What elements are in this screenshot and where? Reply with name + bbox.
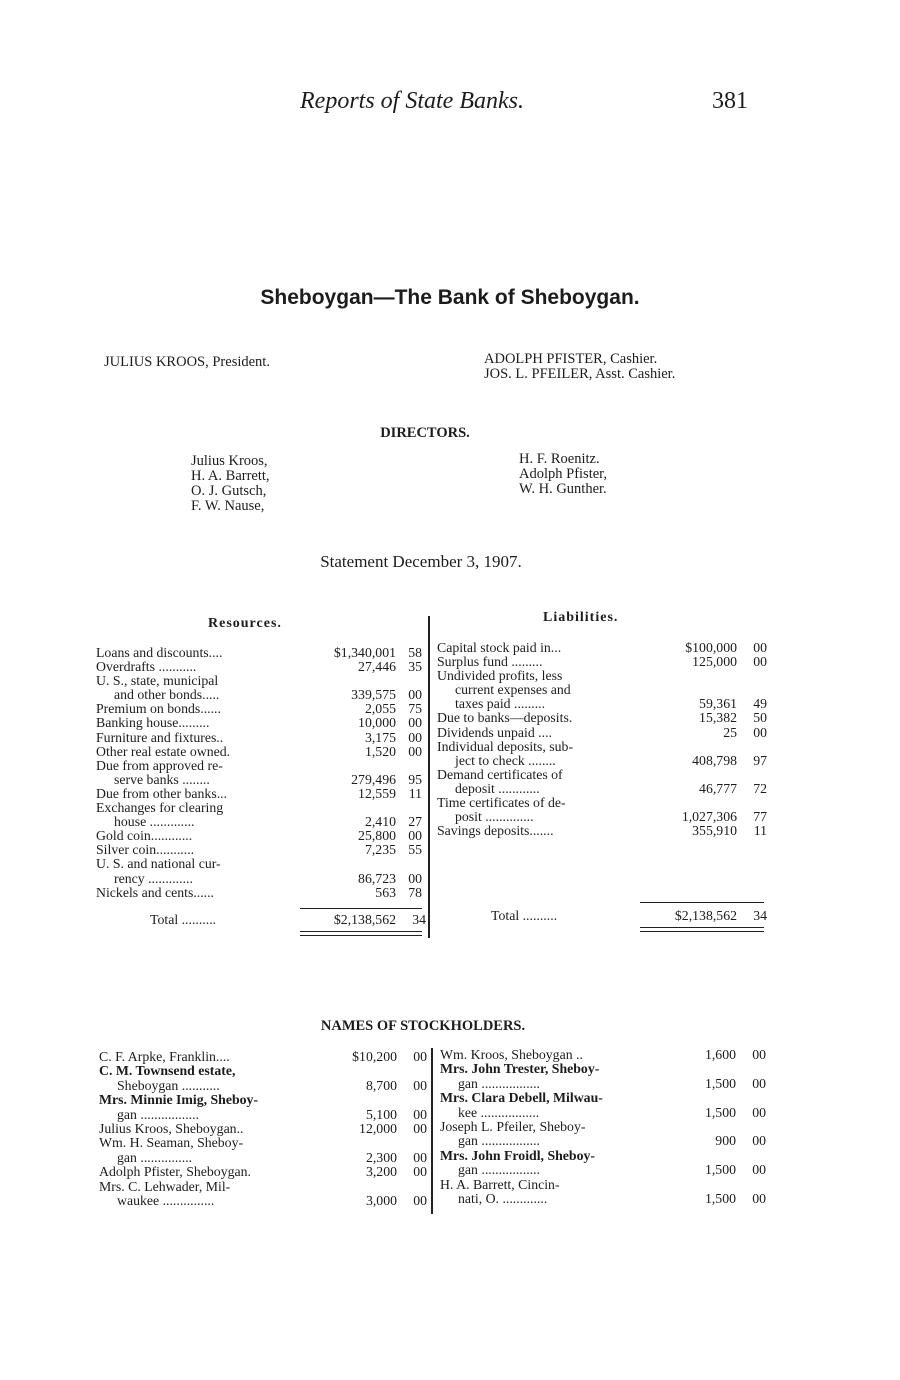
- row-label: Capital stock paid in...: [437, 640, 562, 655]
- director-name: H. F. Roenitz.: [519, 451, 600, 467]
- table-row: [440, 1048, 766, 1062]
- row-amount: 12,559: [358, 785, 396, 801]
- row-amount: 2,410: [364, 814, 396, 830]
- total-cents: 34: [753, 908, 767, 923]
- row-cents: 00: [408, 870, 422, 886]
- table-row: [96, 731, 426, 745]
- row-amount: 900: [715, 1133, 736, 1149]
- row-amount: 1,500: [704, 1104, 736, 1120]
- table-row: [96, 843, 426, 857]
- table-row: [440, 1178, 766, 1192]
- table-row: [437, 655, 767, 669]
- row-cents: 00: [752, 1190, 766, 1206]
- row-label: Savings deposits.......: [437, 823, 554, 839]
- row-amount: 1,500: [704, 1190, 736, 1206]
- row-label: C. F. Arpke, Franklin....: [99, 1049, 230, 1064]
- row-label: Furniture and fixtures..: [96, 729, 224, 745]
- row-amount: 1,520: [364, 743, 396, 759]
- table-row: [96, 886, 426, 900]
- row-amount: 25: [723, 724, 737, 740]
- row-cents: 00: [413, 1164, 427, 1180]
- row-amount: $1,340,001: [333, 645, 396, 660]
- row-cents: 00: [413, 1106, 427, 1122]
- row-label: deposit ............: [455, 780, 540, 796]
- table-row: [437, 782, 767, 796]
- row-cents: 00: [752, 1047, 766, 1062]
- liabilities-double-rule: [640, 931, 764, 932]
- row-label: Banking house.........: [96, 715, 210, 731]
- resources-sum-rule: [300, 908, 422, 909]
- table-row: [99, 1079, 427, 1093]
- table-row: [96, 872, 426, 886]
- row-cents: 00: [753, 724, 767, 740]
- row-cents: 00: [753, 640, 767, 655]
- director-name: O. J. Gutsch,: [191, 483, 267, 499]
- row-label: Adolph Pfister, Sheboygan.: [99, 1164, 251, 1180]
- row-label: U. S., state, municipal: [96, 673, 219, 689]
- row-amount: 1,500: [704, 1075, 736, 1091]
- table-row: [96, 857, 426, 871]
- row-cents: 00: [413, 1049, 427, 1064]
- row-amount: 1,027,306: [681, 809, 737, 825]
- row-amount: 25,800: [358, 828, 396, 844]
- row-amount: 27,446: [358, 659, 396, 675]
- table-row: [437, 740, 767, 754]
- table-row: [99, 1122, 427, 1136]
- table-row: [437, 824, 767, 838]
- row-label: Gold coin............: [96, 828, 193, 844]
- table-row: [96, 815, 426, 829]
- row-label: Premium on bonds......: [96, 701, 221, 717]
- row-cents: 35: [408, 659, 422, 675]
- row-label: Other real estate owned.: [96, 743, 231, 759]
- row-amount: 2,055: [364, 701, 396, 717]
- row-label: posit ..............: [455, 809, 534, 825]
- row-cents: 97: [753, 752, 767, 768]
- table-row: [440, 1149, 766, 1163]
- row-cents: 00: [408, 687, 422, 703]
- row-amount: 7,235: [364, 842, 396, 858]
- table-row: [96, 646, 426, 660]
- liabilities-total-row: [437, 909, 767, 923]
- table-row: [96, 829, 426, 843]
- directors-heading: DIRECTORS.: [380, 425, 470, 441]
- table-row: [440, 1062, 766, 1076]
- row-label: Individual deposits, sub-: [437, 738, 574, 754]
- cashier: ADOLPH PFISTER, Cashier.: [484, 351, 658, 367]
- row-label: taxes paid .........: [455, 696, 546, 712]
- table-row: [437, 796, 767, 810]
- page-number: 381: [712, 88, 748, 114]
- row-cents: 00: [408, 729, 422, 745]
- table-row: [437, 641, 767, 655]
- table-row: [96, 660, 426, 674]
- row-cents: 00: [408, 743, 422, 759]
- table-row: [99, 1064, 427, 1078]
- row-cents: 49: [753, 696, 767, 712]
- row-label: gan .................: [458, 1133, 541, 1149]
- row-cents: 00: [413, 1149, 427, 1165]
- liabilities-heading: Liabilities.: [543, 610, 619, 625]
- row-cents: 55: [408, 842, 422, 858]
- resources-double-rule: [300, 931, 422, 932]
- cashiers: [484, 352, 675, 382]
- row-cents: 11: [753, 823, 767, 839]
- row-label: Wm. Kroos, Sheboygan ..: [440, 1047, 583, 1062]
- row-label: Exchanges for clearing: [96, 800, 224, 816]
- table-row: [96, 688, 426, 702]
- table-row: [96, 773, 426, 787]
- row-label: Mrs. C. Lehwader, Mil-: [99, 1178, 231, 1194]
- resources-double-rule: [300, 935, 422, 936]
- row-amount: 3,175: [364, 729, 396, 745]
- row-cents: 78: [408, 884, 422, 900]
- row-amount: 339,575: [351, 687, 396, 703]
- table-row: [99, 1136, 427, 1150]
- row-label: Loans and discounts....: [96, 645, 223, 660]
- table-row: [440, 1106, 766, 1120]
- director-name: W. H. Gunther.: [519, 481, 607, 497]
- row-amount: 59,361: [699, 696, 737, 712]
- table-row: [440, 1163, 766, 1177]
- row-label: ject to check ........: [455, 752, 556, 768]
- table-row: [96, 716, 426, 730]
- table-row: [437, 810, 767, 824]
- row-label: current expenses and: [455, 682, 571, 698]
- director-name: Adolph Pfister,: [519, 466, 608, 482]
- total-label: Total ..........: [491, 908, 558, 923]
- director-name: F. W. Nause,: [191, 498, 265, 514]
- row-cents: 00: [413, 1120, 427, 1136]
- row-amount: $100,000: [685, 640, 737, 655]
- row-label: Dividends unpaid ....: [437, 724, 552, 740]
- row-label: Silver coin...........: [96, 842, 195, 858]
- row-cents: 00: [408, 715, 422, 731]
- director-name: Julius Kroos,: [191, 453, 268, 469]
- stockholders-divider: [431, 1048, 433, 1214]
- row-label: Surplus fund .........: [437, 654, 543, 670]
- row-cents: 00: [752, 1133, 766, 1149]
- total-label: Total ..........: [150, 912, 217, 927]
- liabilities-double-rule: [640, 927, 764, 928]
- total-cents: 34: [412, 912, 426, 927]
- row-amount: 15,382: [699, 710, 737, 726]
- row-cents: 72: [753, 780, 767, 796]
- row-label: Due to banks—deposits.: [437, 710, 573, 726]
- row-label: Mrs. John Froidl, Sheboy-: [440, 1147, 595, 1163]
- table-row: [99, 1165, 427, 1179]
- row-amount: 8,700: [365, 1077, 397, 1093]
- row-label: Joseph L. Pfeiler, Sheboy-: [440, 1118, 586, 1134]
- resources-total-row: [96, 913, 426, 927]
- row-amount: 5,100: [365, 1106, 397, 1122]
- director-name: H. A. Barrett,: [191, 468, 270, 484]
- row-cents: 00: [752, 1075, 766, 1091]
- row-label: Due from other banks...: [96, 785, 228, 801]
- table-row: [99, 1108, 427, 1122]
- statement-date: Statement December 3, 1907.: [320, 552, 522, 571]
- table-row: [437, 683, 767, 697]
- row-cents: 00: [413, 1077, 427, 1093]
- president: JULIUS KROOS, President.: [104, 354, 270, 370]
- table-row: [437, 754, 767, 768]
- total-amount: $2,138,562: [333, 912, 396, 927]
- row-amount: 355,910: [692, 823, 737, 839]
- resources-heading: Resources.: [208, 616, 282, 631]
- row-amount: 279,496: [351, 771, 396, 787]
- table-row: [437, 669, 767, 683]
- asst-cashier: JOS. L. PFEILER, Asst. Cashier.: [484, 366, 676, 382]
- row-label: Mrs. Minnie Imig, Sheboy-: [99, 1092, 259, 1108]
- row-amount: 563: [375, 884, 396, 900]
- row-label: Wm. H. Seaman, Sheboy-: [99, 1135, 244, 1151]
- row-label: U. S. and national cur-: [96, 856, 221, 872]
- table-row: [99, 1151, 427, 1165]
- table-row: [96, 801, 426, 815]
- table-row: [440, 1091, 766, 1105]
- row-cents: 00: [753, 654, 767, 670]
- row-label: waukee ...............: [117, 1192, 215, 1208]
- row-cents: 77: [753, 809, 767, 825]
- row-label: serve banks ........: [114, 771, 210, 787]
- row-label: Undivided profits, less: [437, 668, 563, 684]
- row-label: kee .................: [458, 1104, 540, 1120]
- row-amount: 86,723: [358, 870, 396, 886]
- running-header-title: Reports of State Banks.: [300, 88, 524, 114]
- row-cents: 00: [408, 828, 422, 844]
- table-row: [99, 1050, 427, 1064]
- table-row: [96, 702, 426, 716]
- row-label: rency .............: [114, 870, 193, 886]
- row-label: Time certificates of de-: [437, 795, 566, 811]
- table-row: [99, 1194, 427, 1208]
- row-cents: 11: [408, 785, 422, 801]
- table-row: [440, 1120, 766, 1134]
- row-label: and other bonds.....: [114, 687, 220, 703]
- row-amount: $10,200: [352, 1049, 397, 1064]
- stockholders-right: [440, 1048, 766, 1206]
- row-amount: 408,798: [692, 752, 737, 768]
- table-row: [437, 768, 767, 782]
- row-label: Nickels and cents......: [96, 884, 215, 900]
- table-row: [437, 726, 767, 740]
- bank-title: Sheboygan—The Bank of Sheboygan.: [260, 286, 640, 309]
- liabilities-table: [437, 641, 767, 838]
- table-row: [99, 1180, 427, 1194]
- row-label: Julius Kroos, Sheboygan..: [99, 1120, 244, 1136]
- table-row: [437, 711, 767, 725]
- table-row: [437, 697, 767, 711]
- row-amount: 12,000: [359, 1120, 397, 1136]
- row-amount: 1,500: [704, 1162, 736, 1178]
- table-row: [96, 759, 426, 773]
- table-row: [96, 745, 426, 759]
- row-amount: 3,000: [365, 1192, 397, 1208]
- table-row: [96, 674, 426, 688]
- table-row: [440, 1134, 766, 1148]
- row-label: Sheboygan ...........: [117, 1077, 220, 1093]
- liabilities-sum-rule: [640, 902, 764, 903]
- row-label: gan .................: [458, 1162, 541, 1178]
- row-cents: 50: [753, 710, 767, 726]
- row-label: gan .................: [117, 1106, 200, 1122]
- row-cents: 95: [408, 771, 422, 787]
- row-label: gan ...............: [117, 1149, 193, 1165]
- column-divider: [428, 616, 430, 938]
- table-row: [440, 1077, 766, 1091]
- resources-table: [96, 646, 426, 900]
- row-label: H. A. Barrett, Cincin-: [440, 1176, 560, 1192]
- directors-left: [191, 454, 270, 514]
- stockholders-heading: NAMES OF STOCKHOLDERS.: [320, 1018, 526, 1034]
- row-label: gan .................: [458, 1075, 541, 1091]
- table-row: [96, 787, 426, 801]
- directors-right: [519, 452, 607, 497]
- row-cents: 00: [413, 1192, 427, 1208]
- row-label: Mrs. John Trester, Sheboy-: [440, 1061, 600, 1077]
- row-cents: 75: [408, 701, 422, 717]
- row-label: nati, O. .............: [458, 1190, 548, 1206]
- row-amount: 1,600: [704, 1047, 736, 1062]
- row-cents: 27: [408, 814, 422, 830]
- row-label: Due from approved re-: [96, 757, 223, 773]
- row-label: house .............: [114, 814, 195, 830]
- row-label: Mrs. Clara Debell, Milwau-: [440, 1090, 603, 1106]
- row-cents: 58: [408, 645, 422, 660]
- table-row: [99, 1093, 427, 1107]
- row-amount: 3,200: [365, 1164, 397, 1180]
- row-label: C. M. Townsend estate,: [99, 1063, 236, 1079]
- row-amount: 10,000: [358, 715, 396, 731]
- row-label: Overdrafts ...........: [96, 659, 197, 675]
- row-amount: 46,777: [699, 780, 737, 796]
- table-row: [440, 1192, 766, 1206]
- row-label: Demand certificates of: [437, 766, 563, 782]
- row-amount: 2,300: [365, 1149, 397, 1165]
- row-amount: 125,000: [692, 654, 737, 670]
- row-cents: 00: [752, 1162, 766, 1178]
- stockholders-left: [99, 1050, 427, 1208]
- row-cents: 00: [752, 1104, 766, 1120]
- total-amount: $2,138,562: [674, 908, 737, 923]
